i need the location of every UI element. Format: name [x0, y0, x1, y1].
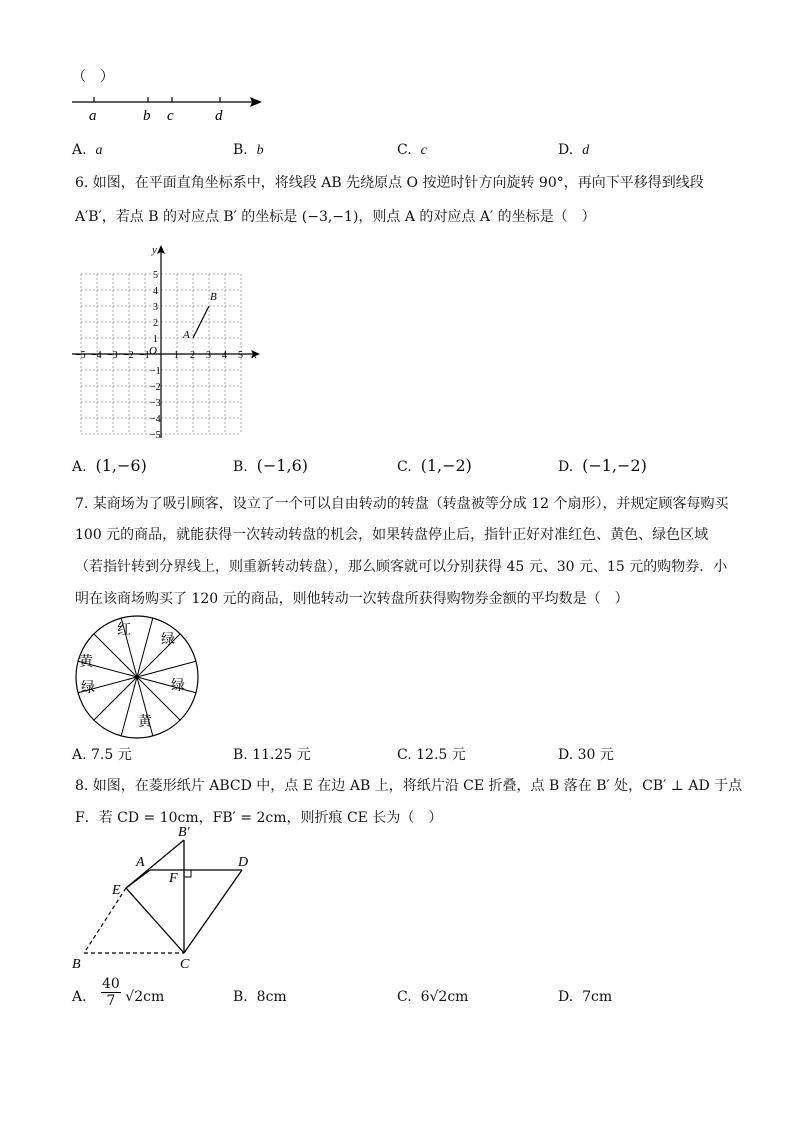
wheel-label-green-3: 绿 [171, 679, 185, 694]
number-line-label-b: b [143, 108, 151, 124]
x-tick-label: 5 [238, 350, 243, 361]
label-f: F [169, 871, 178, 886]
y-tick-label: 3 [153, 302, 158, 313]
x-tick-label: 2 [190, 350, 195, 361]
wheel-label-yellow-1: 黄 [79, 655, 93, 670]
x-tick-label: −5 [75, 350, 86, 361]
y-tick-label: 5 [153, 270, 158, 281]
number-line-label-c: c [167, 108, 174, 124]
wheel-spoke [137, 661, 196, 677]
rhombus-figure [70, 825, 270, 980]
q5-option-a[interactable]: A. a [72, 142, 103, 158]
wheel-spoke [137, 618, 153, 677]
right-angle-mark [184, 870, 191, 877]
wheel-spoke [94, 634, 137, 677]
origin-label: O [149, 345, 157, 357]
q7-option-b[interactable]: B. 11.25 元 [233, 747, 311, 763]
spinner-wheel [68, 612, 208, 752]
edge-dc [184, 870, 242, 953]
wheel-spoke [121, 677, 137, 736]
number-line [70, 92, 270, 142]
y-tick-label: 4 [153, 286, 158, 297]
x-tick-label: 4 [222, 350, 227, 361]
y-axis-label: y [152, 244, 157, 256]
coordinate-graph [70, 242, 270, 442]
y-tick-label: −5 [150, 430, 161, 441]
wheel-spoke [137, 677, 196, 693]
y-tick-label: −2 [150, 382, 161, 393]
wheel-spoke [94, 677, 137, 720]
y-tick-label: −1 [150, 366, 161, 377]
q7-stem-line2: 100 元的商品，就能获得一次转动转盘的机会，如果转盘停止后，指针正好对准红色、黄色、绿色区域 [75, 527, 709, 543]
q6-option-b[interactable]: B. (−1,6) [233, 456, 308, 475]
x-tick-label: −2 [123, 350, 134, 361]
label-c: C [180, 957, 190, 972]
q8-option-c[interactable]: C. 6√2cm [397, 989, 469, 1005]
q8-stem-line2: F．若 CD = 10cm，FB′ = 2cm，则折痕 CE 长为（ ） [75, 810, 443, 826]
x-tick-label: 1 [174, 350, 179, 361]
y-tick-label: 2 [153, 318, 158, 329]
q7-option-c[interactable]: C. 12.5 元 [397, 747, 466, 763]
wheel-label-yellow-2: 黄 [138, 715, 152, 730]
point-b-label: B [210, 291, 217, 303]
point-a-label: A [183, 329, 190, 341]
q7-option-a[interactable]: A. 7.5 元 [72, 747, 132, 763]
q6-option-c[interactable]: C. (1,−2) [397, 456, 472, 475]
q5-answer-paren: （ ） [72, 69, 114, 85]
wheel-label-green-1: 绿 [161, 633, 175, 648]
label-d: D [238, 855, 249, 870]
x-tick-label: −4 [91, 350, 102, 361]
y-tick-label: −3 [150, 398, 161, 409]
q5-option-c[interactable]: C. c [397, 142, 427, 158]
q5-option-b[interactable]: B. b [233, 142, 264, 158]
q8-option-b[interactable]: B. 8cm [233, 989, 287, 1005]
label-e: E [112, 883, 121, 898]
label-a: A [136, 855, 145, 870]
q8-option-a-fraction: $\frac{40}{7}$ [102, 976, 120, 1009]
q8-option-a[interactable]: A. $\frac{40}{7}$ √2cm [72, 976, 165, 1009]
q6-stem-line2: A′B′，若点 B 的对应点 B′ 的坐标是 (−3,−1)，则点 A 的对应点 A′ 的坐标是（ ） [75, 209, 596, 225]
number-line-label-a: a [89, 108, 97, 124]
q5-option-d[interactable]: D. d [558, 142, 590, 158]
label-b: B [72, 957, 81, 972]
x-tick-label: −1 [139, 350, 150, 361]
x-tick-label: 3 [206, 350, 211, 361]
q6-stem-line1: 6. 如图，在平面直角坐标系中，将线段 AB 先绕原点 O 按逆时针方向旋转 90°，再向下平移得到线段 [75, 175, 704, 191]
q8-option-d[interactable]: D. 7cm [558, 989, 613, 1005]
q7-stem-line1: 7. 某商场为了吸引顾客，设立了一个可以自由转动的转盘（转盘被等分成 12 个扇形），并规定顾客每购买 [75, 496, 729, 512]
q7-stem-line3: （若指针转到分界线上，则重新转动转盘），那么顾客就可以分别获得 45 元、30 元、15 元的购物券．小 [75, 559, 728, 575]
wheel-label-green-2: 绿 [81, 681, 95, 696]
x-axis-label: x [252, 349, 257, 361]
y-tick-label: 1 [153, 334, 158, 345]
label-b-prime: B′ [178, 825, 190, 840]
q7-stem-line4: 明在该商场购买了 120 元的商品，则他转动一次转盘所获得购物券金额的平均数是（ ） [75, 591, 629, 607]
y-tick-label: −4 [150, 414, 161, 425]
q7-option-d[interactable]: D. 30 元 [558, 747, 614, 763]
x-tick-label: −3 [107, 350, 118, 361]
fold-ce [126, 888, 184, 953]
wheel-label-red: 红 [117, 623, 131, 638]
q6-option-d[interactable]: D. (−1,−2) [558, 456, 647, 475]
q6-option-a[interactable]: A. (1,−6) [72, 456, 147, 475]
q8-stem-line1: 8. 如图，在菱形纸片 ABCD 中，点 E 在边 AB 上，将纸片沿 CE 折叠，点 B 落在 B′ 处，CB′ ⊥ AD 于点 [75, 778, 743, 794]
number-line-label-d: d [215, 108, 223, 124]
